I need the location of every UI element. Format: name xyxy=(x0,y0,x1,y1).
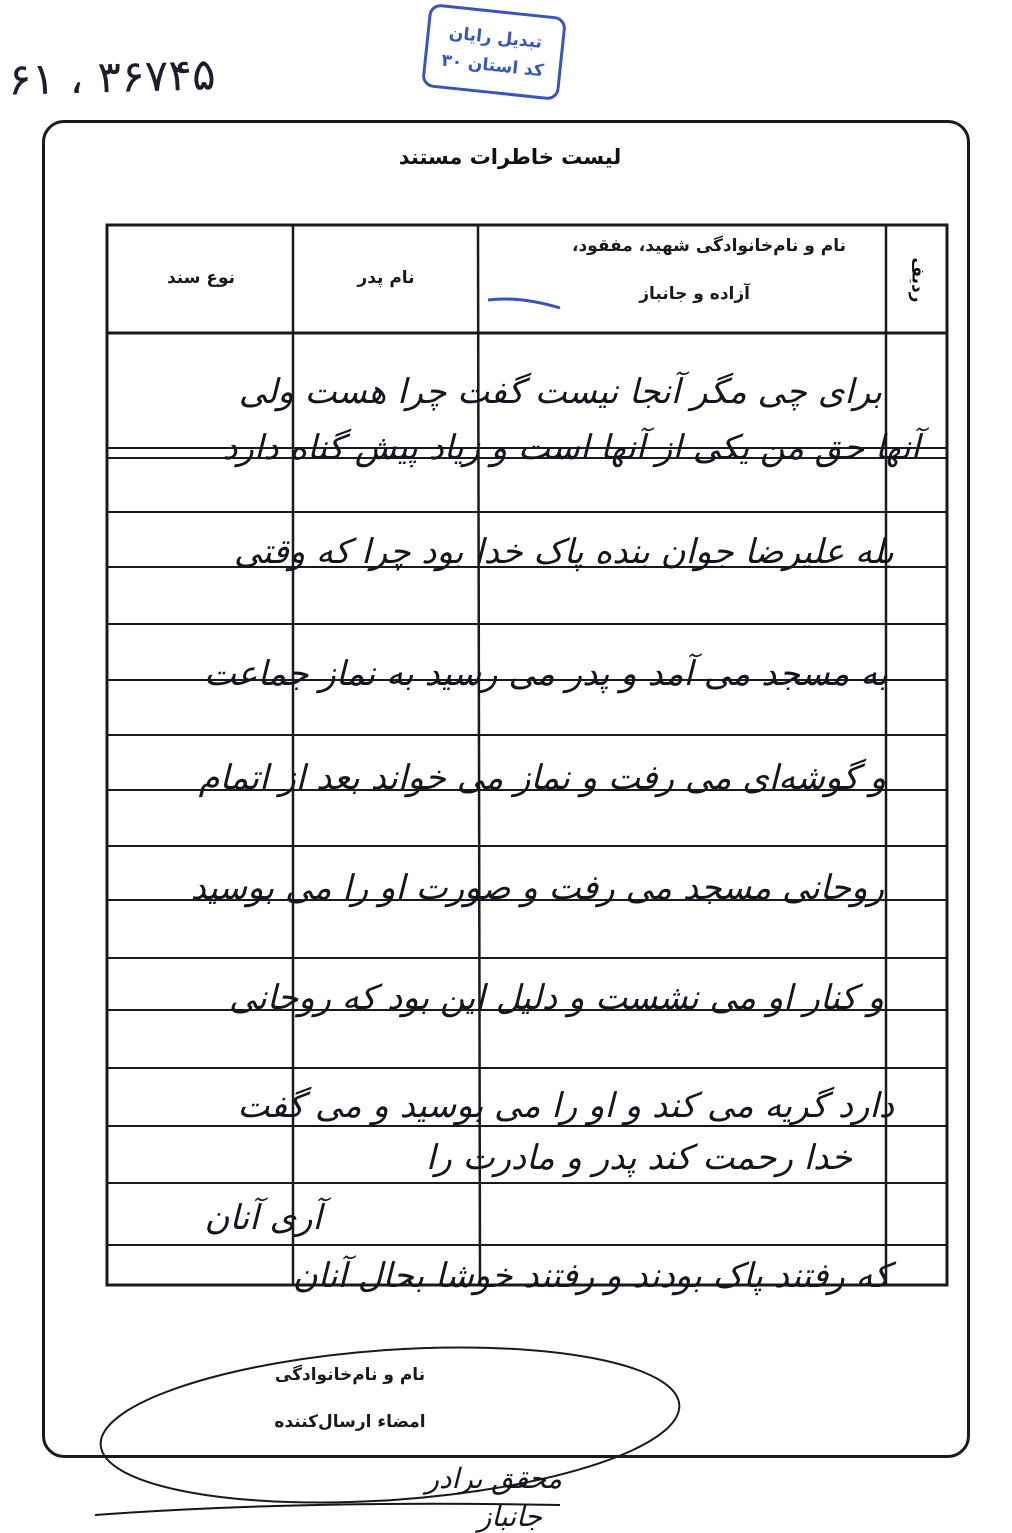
handwritten-line: که رفتند پاک بودند و رفتند خوشا بحال آنان xyxy=(292,1256,890,1296)
handwritten-line: به مسجد می آمد و پدر می رسید به نماز جماعت xyxy=(203,654,888,694)
document-number: ۶۱ ، ۳۶۷۴۵ xyxy=(7,49,217,106)
form-title: لیست خاطرات مستند xyxy=(398,145,622,169)
header-name-line-2: آزاده و جانباز xyxy=(639,284,750,304)
stamp-line-1: تبدیل رایان xyxy=(447,23,544,53)
handwritten-line: خدا رحمت کند پدر و مادرت را xyxy=(425,1138,852,1178)
header-father-name: نام پدر xyxy=(357,268,415,288)
stamp-line-2: کد استان ۳۰ xyxy=(440,50,545,82)
handwritten-line: روحانی مسجد می رفت و صورت او را می بوسید xyxy=(190,868,884,908)
handwritten-line: بله علیرضا جوان بنده پاک خدا بود چرا که وقتی xyxy=(233,532,894,572)
header-document-type: نوع سند xyxy=(166,268,236,288)
handwritten-line: و گوشه‌ای می رفت و نماز می خواند بعد از اتمام xyxy=(198,758,886,798)
signature-line-1: محقق برادر xyxy=(425,1462,562,1495)
header-radif: ردیف xyxy=(907,257,928,303)
handwritten-line: و کنار او می نشست و دلیل این بود که روحانی xyxy=(229,978,884,1018)
header-name-line-1: نام و نام‌خانوادگی شهید، مفقود، xyxy=(571,236,846,256)
handwritten-line: برای چی مگر آنجا نیست گفت چرا هست ولی xyxy=(238,372,882,412)
header-name xyxy=(484,232,880,308)
handwritten-line: آری آنان xyxy=(204,1198,322,1238)
handwritten-line: آنها حق من یکی از آنها است و زیاد پیش گناه دارد xyxy=(222,428,920,468)
signature-line-2: جانباز xyxy=(477,1500,542,1533)
footer-signature-label: امضاء ارسال‌کننده xyxy=(274,1412,426,1432)
footer-name-label: نام و نام‌خانوادگی xyxy=(274,1365,426,1385)
handwritten-line: دارد گریه می کند و او را می بوسید و می گفت xyxy=(237,1086,894,1126)
